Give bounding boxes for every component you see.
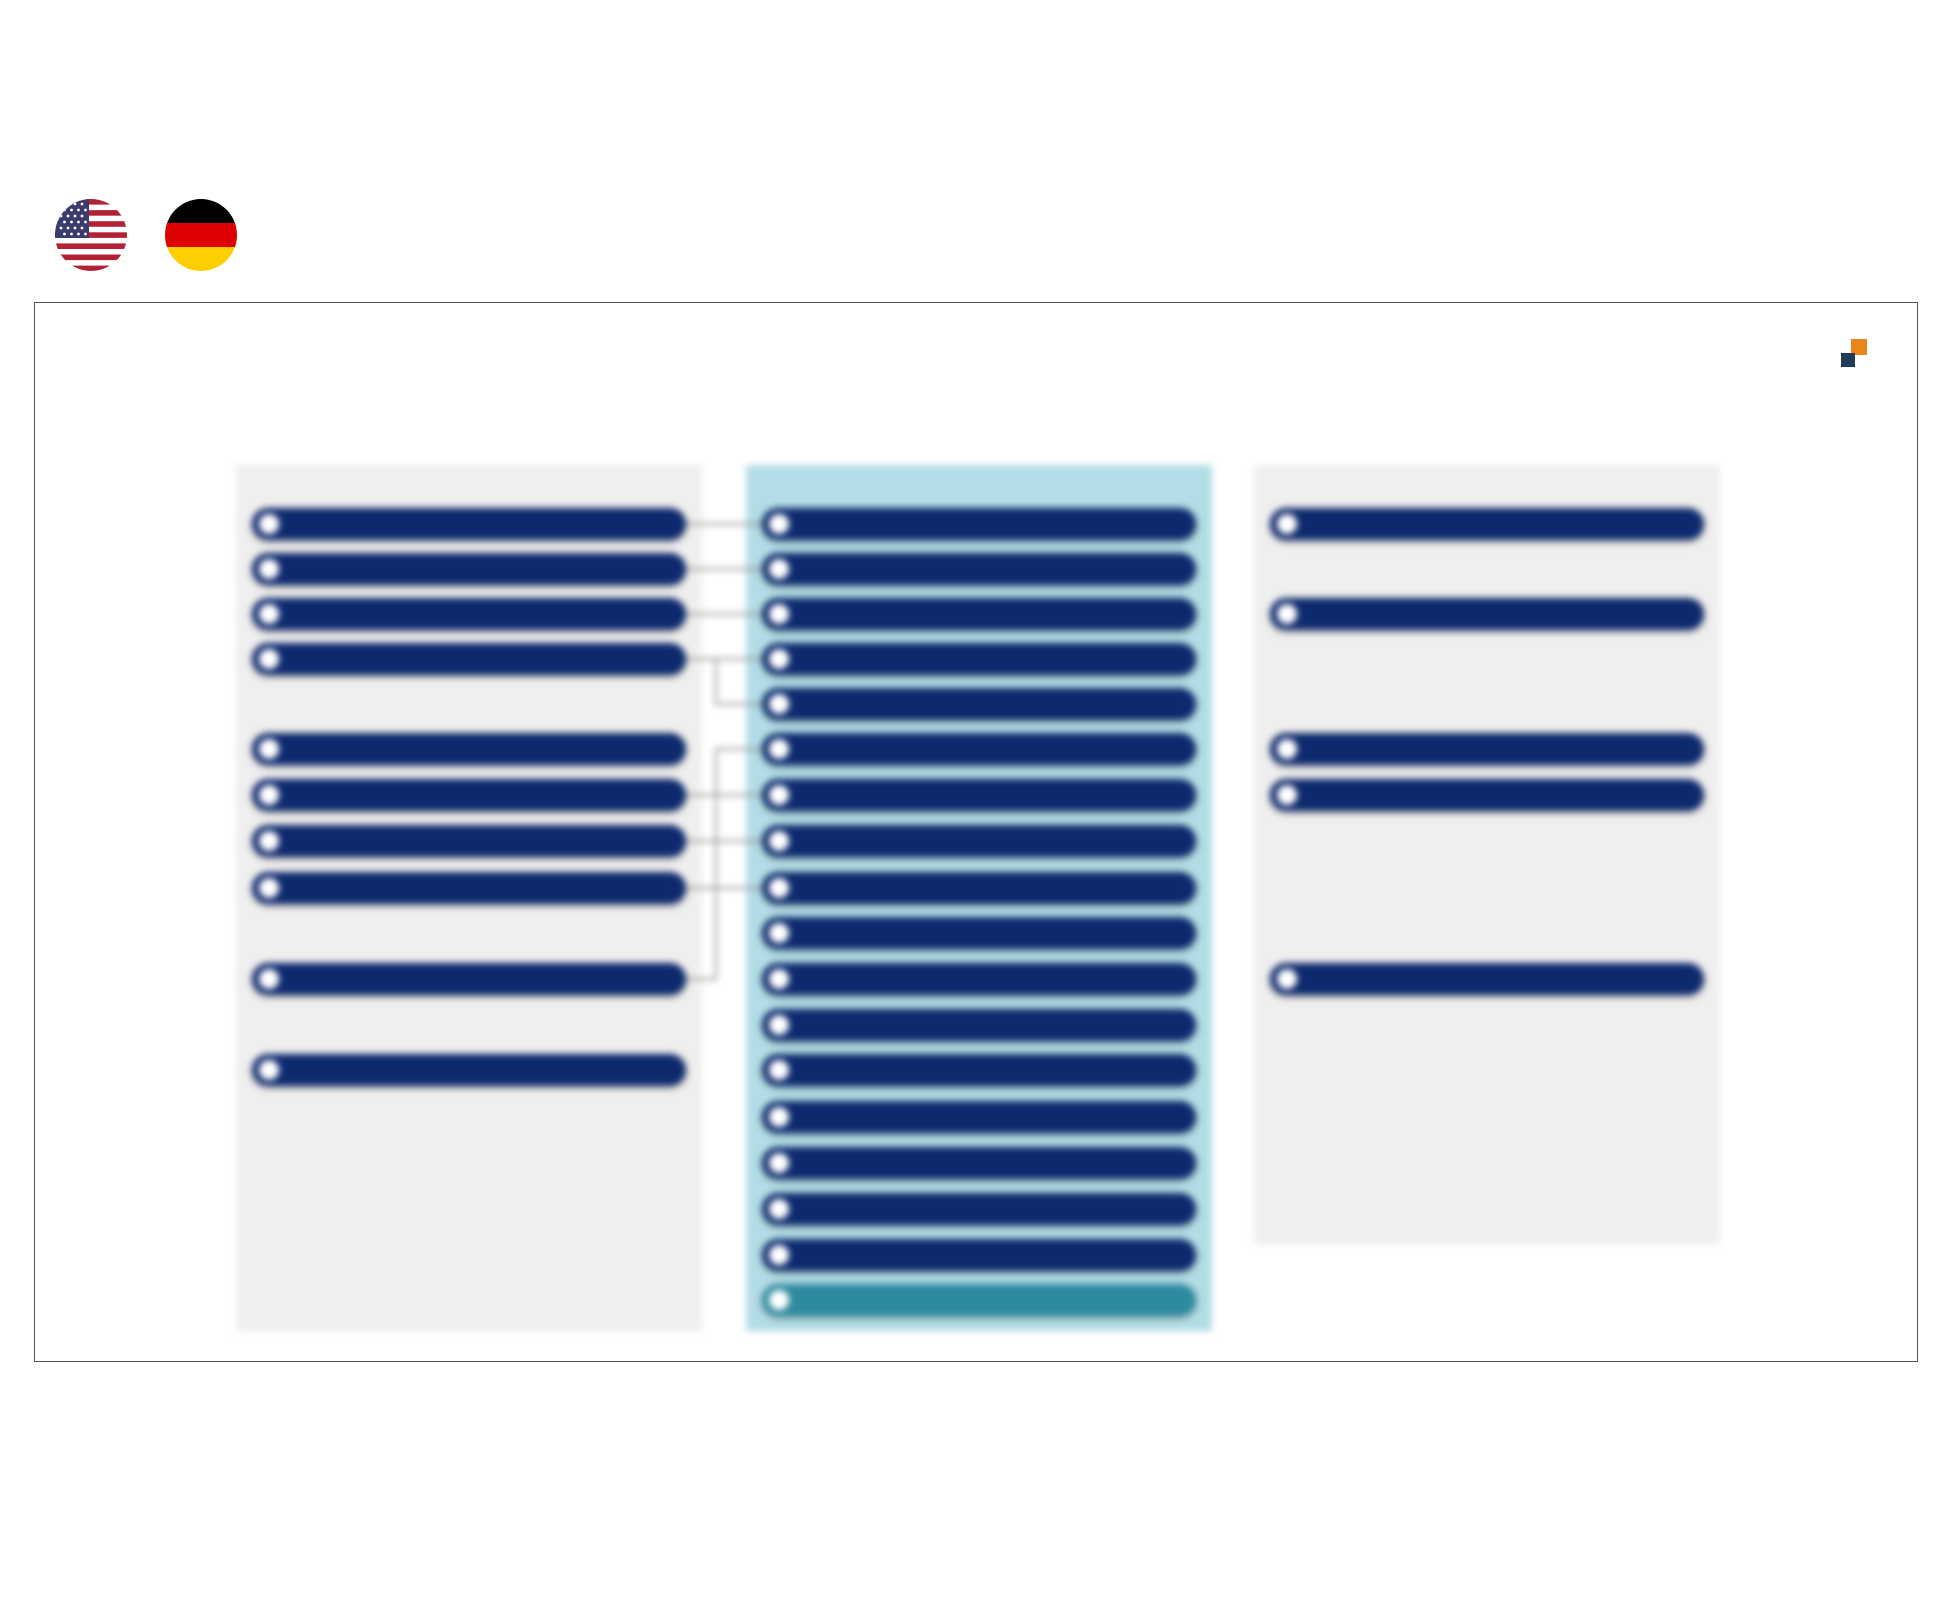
bullet-dot-icon xyxy=(259,559,279,579)
slide-item-pill xyxy=(252,508,686,540)
connector-line xyxy=(716,887,762,889)
bullet-dot-icon xyxy=(259,1060,279,1080)
slide-item-pill xyxy=(762,917,1196,949)
slide-item-pill xyxy=(762,825,1196,857)
bullet-dot-icon xyxy=(769,831,789,851)
deck-comparison-diagram xyxy=(35,303,1919,1363)
connector-line xyxy=(715,841,717,888)
bullet-dot-icon xyxy=(259,649,279,669)
slide-item-pill xyxy=(1270,779,1704,811)
slide-item-pill xyxy=(252,643,686,675)
bullet-dot-icon xyxy=(769,1015,789,1035)
connector-line xyxy=(686,658,716,660)
bullet-dot-icon xyxy=(769,514,789,534)
slide-item-pill xyxy=(762,1147,1196,1179)
slide-item-pill xyxy=(762,963,1196,995)
connector-line xyxy=(686,568,762,570)
slide-item-pill xyxy=(1270,733,1704,765)
slide-item-pill xyxy=(762,553,1196,585)
slide-item-pill xyxy=(762,1239,1196,1271)
slide-item-pill xyxy=(1270,963,1704,995)
slide-item-pill xyxy=(252,963,686,995)
bullet-dot-icon xyxy=(769,694,789,714)
de-flag-icon[interactable] xyxy=(165,199,237,271)
connector-line xyxy=(686,794,716,796)
slide-item-pill xyxy=(762,508,1196,540)
slide-item-pill xyxy=(762,643,1196,675)
bullet-dot-icon xyxy=(769,559,789,579)
bullet-dot-icon xyxy=(1277,604,1297,624)
connector-line xyxy=(715,795,717,841)
bullet-dot-icon xyxy=(769,739,789,759)
bullet-dot-icon xyxy=(769,785,789,805)
bullet-dot-icon xyxy=(769,1245,789,1265)
bullet-dot-icon xyxy=(769,923,789,943)
connector-line xyxy=(686,840,716,842)
connector-line xyxy=(686,523,762,525)
slide-item-pill xyxy=(252,872,686,904)
bullet-dot-icon xyxy=(259,831,279,851)
bullet-dot-icon xyxy=(769,1153,789,1173)
bullet-dot-icon xyxy=(769,604,789,624)
connector-line xyxy=(716,794,762,796)
bullet-dot-icon xyxy=(259,604,279,624)
bullet-dot-icon xyxy=(769,1290,789,1310)
slide-item-pill xyxy=(762,688,1196,720)
slide-item-pill xyxy=(762,1054,1196,1086)
slide-item-pill xyxy=(762,779,1196,811)
connector-line xyxy=(715,888,717,979)
connector-line xyxy=(716,703,762,705)
connector-line xyxy=(715,659,717,704)
slide-item-pill xyxy=(1270,598,1704,630)
us-flag-icon[interactable] xyxy=(55,199,127,271)
bullet-dot-icon xyxy=(769,1060,789,1080)
slide-item-pill xyxy=(762,733,1196,765)
connector-line xyxy=(686,978,716,980)
bullet-dot-icon xyxy=(1277,514,1297,534)
slide-item-pill xyxy=(252,779,686,811)
bullet-dot-icon xyxy=(769,878,789,898)
bullet-dot-icon xyxy=(259,739,279,759)
slide-item-pill xyxy=(252,598,686,630)
slide-item-pill xyxy=(762,1009,1196,1041)
bullet-dot-icon xyxy=(259,878,279,898)
slide-item-pill xyxy=(1270,508,1704,540)
slide-item-pill xyxy=(762,1193,1196,1225)
connector-line xyxy=(686,887,716,889)
connector-line xyxy=(686,613,762,615)
slide-item-pill xyxy=(762,1284,1196,1316)
slide-item-pill xyxy=(762,1101,1196,1133)
bullet-dot-icon xyxy=(1277,739,1297,759)
slide-item-pill xyxy=(762,598,1196,630)
bullet-dot-icon xyxy=(769,1199,789,1219)
slide-item-pill xyxy=(252,733,686,765)
slide-item-pill xyxy=(252,825,686,857)
bullet-dot-icon xyxy=(259,785,279,805)
connector-line xyxy=(716,840,762,842)
slide-item-pill xyxy=(762,872,1196,904)
bullet-dot-icon xyxy=(1277,785,1297,805)
slide-frame xyxy=(34,302,1918,1362)
connector-line xyxy=(715,749,717,795)
bullet-dot-icon xyxy=(259,514,279,534)
bullet-dot-icon xyxy=(259,969,279,989)
bullet-dot-icon xyxy=(1277,969,1297,989)
slide-item-pill xyxy=(252,1054,686,1086)
bullet-dot-icon xyxy=(769,649,789,669)
connector-line xyxy=(716,748,762,750)
bullet-dot-icon xyxy=(769,969,789,989)
bullet-dot-icon xyxy=(769,1107,789,1127)
deck-column-2 xyxy=(1254,465,1720,1245)
slide-item-pill xyxy=(252,553,686,585)
